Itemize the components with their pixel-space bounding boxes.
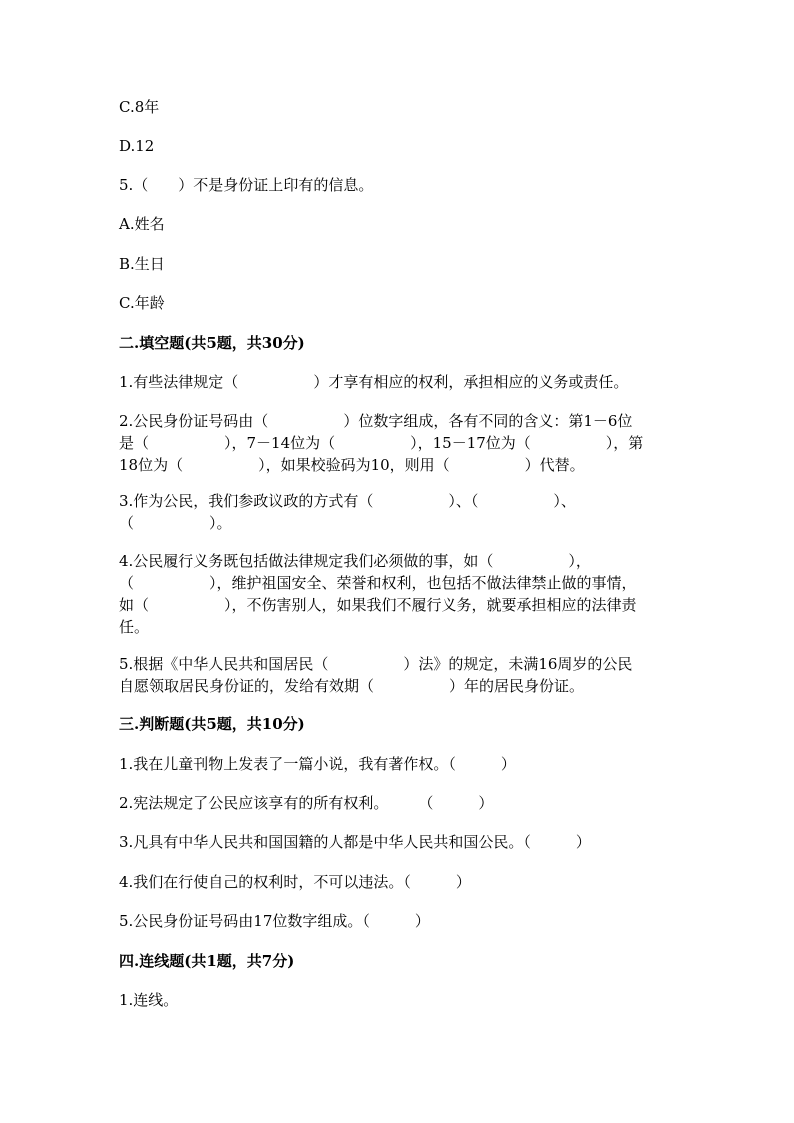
question-line: 是（ ），7－14位为（ ），15－17位为（ ），第 xyxy=(119,434,644,452)
option-c: C.8年 xyxy=(119,98,160,116)
question-line: 如（ ），不伤害别人，如果我们不履行义务，就要承担相应的法律责 xyxy=(119,596,637,614)
matching-question-1: 1.连线。 xyxy=(119,991,179,1009)
fill-question-1: 1.有些法律规定（ ）才享有相应的权利，承担相应的义务或责任。 xyxy=(119,373,629,391)
judge-question-2: 2.宪法规定了公民应该享有的所有权利。 （ ） xyxy=(119,794,494,812)
question-line: 自愿领取居民身份证的，发给有效期（ ）年的居民身份证。 xyxy=(119,677,585,695)
question-line: 3.作为公民，我们参政议政的方式有（ ）、（ ）、 xyxy=(119,492,576,510)
question-line: 4.公民履行义务既包括做法律规定我们必须做的事，如（ ）， xyxy=(119,552,591,570)
question-stem: 5.（ ）不是身份证上印有的信息。 xyxy=(119,176,374,194)
fill-question-5 xyxy=(119,653,679,697)
option-a: A.姓名 xyxy=(119,215,165,233)
judge-question-5: 5.公民身份证号码由17位数字组成。（ ） xyxy=(119,912,430,930)
judge-question-1: 1.我在儿童刊物上发表了一篇小说，我有著作权。（ ） xyxy=(119,755,516,773)
option-c: C.年龄 xyxy=(119,294,165,312)
question-line: （ ）。 xyxy=(119,514,232,532)
fill-question-4 xyxy=(119,550,679,638)
judge-question-3: 3.凡具有中华人民共和国国籍的人都是中华人民共和国公民。（ ） xyxy=(119,833,591,851)
question-line: 5.根据《中华人民共和国居民（ ）法》的规定，未满16周岁的公民 xyxy=(119,655,633,673)
section-heading-true-false: 三.判断题(共5题，共10分) xyxy=(119,715,305,733)
section-heading-matching: 四.连线题(共1题，共7分) xyxy=(119,952,295,970)
question-line: 任。 xyxy=(119,618,150,636)
question-line: （ ），维护祖国安全、荣誉和权利，也包括不做法律禁止做的事情， xyxy=(119,574,637,592)
option-d: D.12 xyxy=(119,137,155,155)
option-b: B.生日 xyxy=(119,255,165,273)
fill-question-3 xyxy=(119,490,679,534)
section-heading-fill-blank: 二.填空题(共5题，共30分) xyxy=(119,334,305,352)
judge-question-4: 4.我们在行使自己的权利时，不可以违法。（ ） xyxy=(119,873,471,891)
question-line: 2.公民身份证号码由（ ）位数字组成，各有不同的含义：第1－6位 xyxy=(119,412,633,430)
fill-question-2 xyxy=(119,410,679,476)
question-line: 18位为（ ），如果校验码为10，则用（ ）代替。 xyxy=(119,456,585,474)
